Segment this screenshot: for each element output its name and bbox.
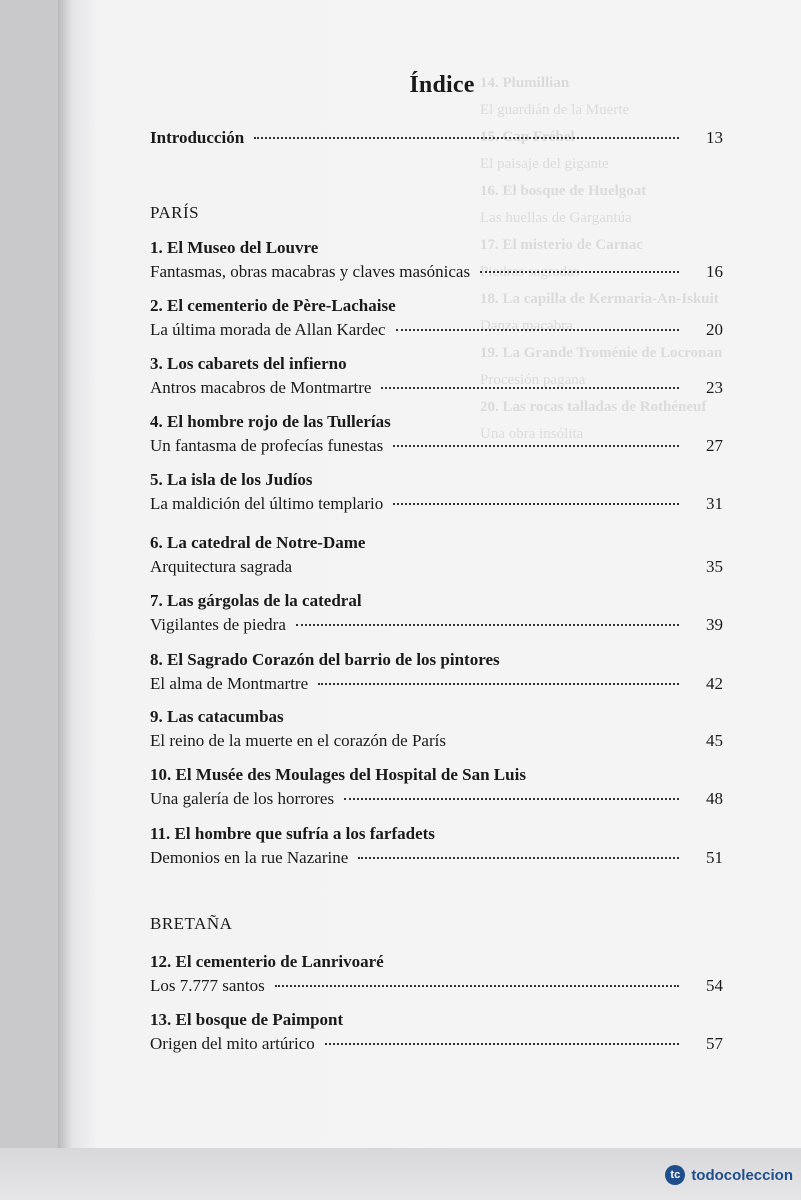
toc-entry: [150, 468, 723, 516]
toc-entry-title: 1. El Museo del Louvre: [150, 238, 319, 257]
watermark-logo: [665, 1165, 793, 1185]
dot-leader: [302, 567, 679, 568]
toc-page-number: 13: [706, 128, 723, 147]
toc-entry-title: 7. Las gárgolas de la catedral: [150, 591, 362, 610]
toc-entry-title: 13. El bosque de Paimpont: [150, 1010, 344, 1029]
logo-mark-icon: tc: [665, 1165, 685, 1185]
toc-entry: [150, 589, 723, 637]
dot-leader: [325, 1042, 679, 1045]
toc-page-number: 16: [706, 262, 723, 281]
toc-entry-subtitle: Vigilantes de piedra: [150, 615, 286, 634]
toc-entry: [150, 531, 723, 579]
toc-page-number: 39: [706, 615, 723, 634]
dot-leader: [456, 741, 679, 742]
toc-entry: [150, 236, 723, 284]
toc-entry: [150, 822, 723, 870]
dot-leader: [393, 502, 679, 505]
toc-entry: [150, 352, 723, 400]
section-heading-paris: PARÍS: [150, 203, 200, 222]
dot-leader: [344, 797, 679, 800]
toc-page-number: 35: [706, 557, 723, 576]
toc-entry-title: 11. El hombre que sufría a los farfadets: [150, 824, 435, 843]
toc-page-number: 23: [706, 378, 723, 397]
toc-entry-subtitle: Demonios en la rue Nazarine: [150, 848, 349, 867]
index-heading: Índice: [409, 72, 475, 98]
toc-entry: [150, 294, 723, 342]
toc-page-number: 27: [706, 436, 723, 455]
toc-entry: [150, 648, 723, 696]
toc-entry-title: 2. El cementerio de Père-Lachaise: [150, 296, 396, 315]
toc-entry-subtitle: Un fantasma de profecías funestas: [150, 436, 384, 455]
dot-leader: [318, 682, 679, 685]
toc-page-number: 45: [706, 731, 723, 750]
toc-entry-subtitle: El reino de la muerte en el corazón de París: [150, 731, 446, 750]
toc-page-number: 57: [706, 1034, 723, 1053]
toc-entry-title: 8. El Sagrado Corazón del barrio de los pintores: [150, 650, 500, 669]
toc-page-number: 20: [706, 320, 723, 339]
toc-entry-title: 12. El cementerio de Lanrivoaré: [150, 952, 384, 971]
section-heading-bretana: BRETAÑA: [150, 914, 233, 933]
dot-leader: [358, 856, 679, 859]
toc-entry-subtitle: Origen del mito artúrico: [150, 1034, 315, 1053]
toc-entry-title: Introducción: [150, 128, 245, 147]
toc-entry: [150, 763, 723, 811]
toc-entry: [150, 705, 723, 753]
toc-entry-title: 5. La isla de los Judíos: [150, 470, 313, 489]
dot-leader: [480, 270, 679, 273]
toc-page-number: 54: [706, 976, 723, 995]
toc-entry: [150, 410, 723, 458]
toc-entry: [150, 950, 723, 998]
toc-entry-title: 3. Los cabarets del infierno: [150, 354, 347, 373]
logo-text: todocoleccion: [691, 1166, 793, 1184]
toc-entry-title: 4. El hombre rojo de las Tullerías: [150, 412, 391, 431]
toc-entry-subtitle: El alma de Montmartre: [150, 674, 309, 693]
toc-page-number: 42: [706, 674, 723, 693]
toc-entry-subtitle: Arquitectura sagrada: [150, 557, 293, 576]
toc-entry-intro: [150, 126, 723, 150]
toc-entry-subtitle: La última morada de Allan Kardec: [150, 320, 386, 339]
toc-entry-title: 10. El Musée des Moulages del Hospital de San Luis: [150, 765, 526, 784]
dot-leader: [254, 136, 679, 139]
toc-entry-subtitle: La maldición del último templario: [150, 494, 384, 513]
toc-entry-subtitle: Los 7.777 santos: [150, 976, 265, 995]
toc-entry-title: 6. La catedral de Notre-Dame: [150, 533, 366, 552]
toc-entry-title: 9. Las catacumbas: [150, 707, 284, 726]
toc-entry: [150, 1008, 723, 1056]
toc-page-number: 48: [706, 789, 723, 808]
dot-leader: [275, 984, 679, 987]
toc-entry-subtitle: Una galería de los horrores: [150, 789, 335, 808]
dot-leader: [396, 328, 679, 331]
toc-page-number: 51: [706, 848, 723, 867]
toc-entry-subtitle: Antros macabros de Montmartre: [150, 378, 372, 397]
dot-leader: [393, 444, 679, 447]
dot-leader: [381, 386, 679, 389]
toc-entry-subtitle: Fantasmas, obras macabras y claves masónicas: [150, 262, 471, 281]
dot-leader: [296, 623, 679, 626]
toc-page-number: 31: [706, 494, 723, 513]
